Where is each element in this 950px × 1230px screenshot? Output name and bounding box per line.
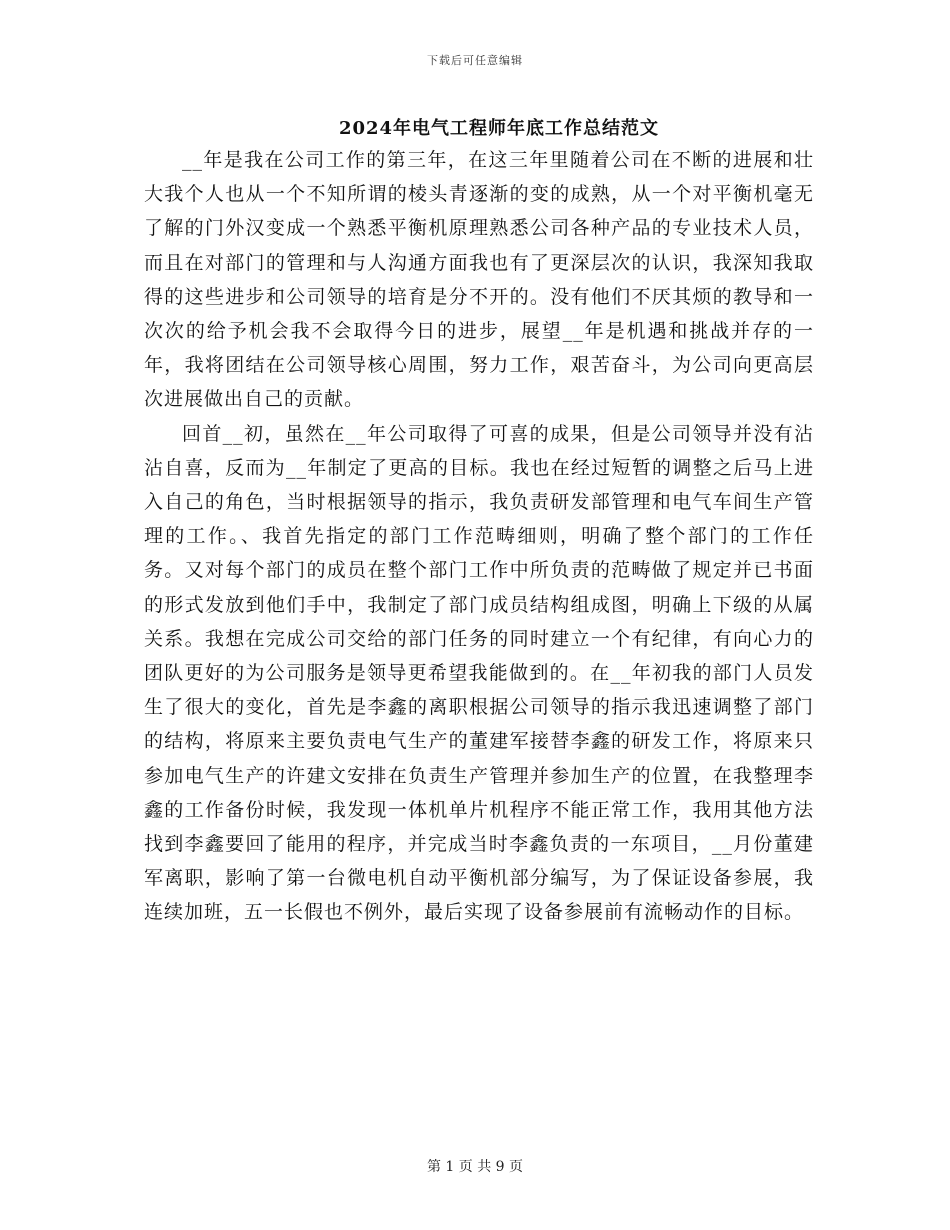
page-number: 第 1 页 共 9 页 [426,1159,524,1175]
paragraph-2: 回首__初，虽然在__年公司取得了可喜的成果，但是公司领导并没有沾沾自喜，反而为__年制定了更高的目标。我也在经过短暂的调整之后马上进入自己的角色，当时根据领导的指示，我负责研发部管理和电气车间生产管理的工作。、我首先指定的部门工作范畴细则，明确了整个部门的工作任务。又对每个部门的成员在整个部门工作中所负责的范畴做了规定并已书面的形式发放到他们手中，我制定了部门成员结构组成图，明确上下级的从属关系。我想在完成公司交给的部门任务的同时建立一个有纪律，有向心力的团队更好的为公司服务是领导更希望我能做到的。在__年初我的部门人员发生了很大的变化，首先是李鑫的离职根据公司领导的指示我迅速调整了部门的结构，将原来主要负责电气生产的董建军接替李鑫的研发工作，将原来只参加电气生产的许建文安排在负责生产管理并参加生产的位置，在我整理李鑫的工作备份时候，我发现一体机单片机程序不能正常工作，我用其他方法找到李鑫要回了能用的程序，并完成当时李鑫负责的一东项目，__月份董建军离职，影响了第一台微电机自动平衡机部分编写，为了保证设备参展，我连续加班，五一长假也不例外，最后实现了设备参展前有流畅动作的目标。 [144,422,814,924]
header-note: 下载后可任意编辑 [427,54,523,67]
document-body [144,143,814,930]
document-title: 2024年电气工程师年底工作总结范文 [338,118,660,139]
paragraph-1: __年是我在公司工作的第三年，在这三年里随着公司在不断的进展和壮大我个人也从一个不知所谓的棱头青逐渐的变的成熟，从一个对平衡机毫无了解的门外汉变成一个熟悉平衡机原理熟悉公司各种产品的专业技术人员，而且在对部门的管理和与人沟通方面我也有了更深层次的认识，我深知我取得的这些进步和公司领导的培育是分不开的。没有他们不厌其烦的教导和一次次的给予机会我不会取得今日的进步，展望__年是机遇和挑战并存的一年，我将团结在公司领导核心周围，努力工作，艰苦奋斗，为公司向更高层次进展做出自己的贡献。 [144,149,814,411]
